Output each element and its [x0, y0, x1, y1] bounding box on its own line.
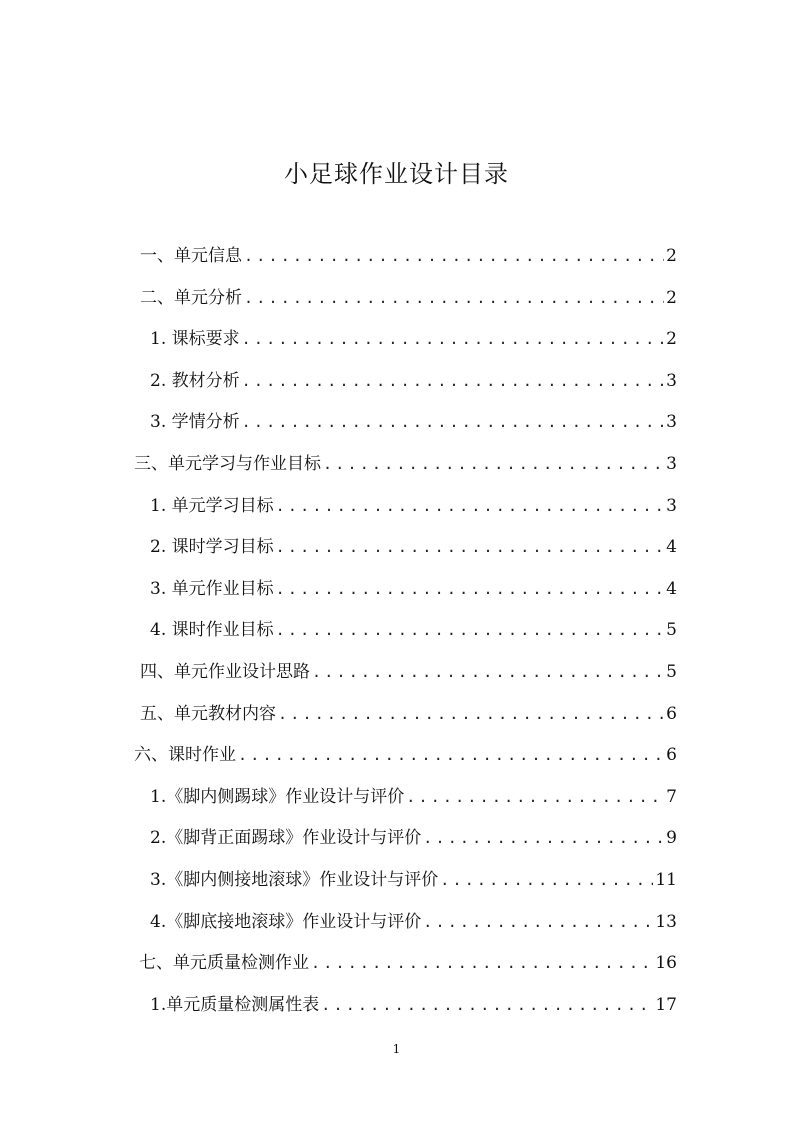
toc-entry-label: 1.《脚内侧踢球》作业设计与评价 [150, 786, 405, 807]
toc-entry[interactable] [140, 283, 677, 313]
toc-entry-page: 4 [666, 537, 677, 558]
toc-entry[interactable] [140, 657, 677, 687]
toc-entry-label: 3. 学情分析 [150, 412, 240, 433]
toc-leader-dots [276, 615, 665, 645]
toc-entry-page: 5 [666, 620, 677, 641]
toc-entry[interactable] [140, 241, 677, 271]
toc-leader-dots [321, 990, 653, 1020]
toc-entry-page: 7 [666, 786, 677, 807]
toc-entry[interactable] [150, 532, 677, 562]
toc-entry[interactable] [150, 990, 677, 1020]
toc-entry[interactable] [150, 491, 677, 521]
toc-leader-dots [278, 699, 664, 729]
toc-entry-label: 四、单元作业设计思路 [140, 662, 310, 682]
toc-entry-page: 2 [666, 329, 677, 350]
toc-entry-label: 1. 单元学习目标 [150, 495, 274, 516]
toc-entry-page: 9 [666, 828, 677, 849]
toc-entry-page: 5 [666, 662, 677, 682]
toc-leader-dots [242, 324, 665, 354]
toc-entry-page: 2 [666, 246, 677, 266]
toc-entry-page: 13 [655, 911, 677, 932]
toc-entry-page: 3 [666, 370, 677, 391]
toc-entry[interactable] [150, 782, 677, 812]
toc-leader-dots [244, 241, 664, 271]
toc-entry[interactable] [150, 615, 677, 645]
toc-leader-dots [242, 366, 665, 396]
toc-leader-dots [312, 657, 664, 687]
toc-entry[interactable] [139, 948, 677, 978]
toc-leader-dots [406, 782, 664, 812]
page-number: 1 [392, 1042, 401, 1056]
document-title: 小足球作业设计目录 [284, 160, 509, 189]
toc-leader-dots [238, 740, 664, 770]
toc-entry-label: 4.《脚底接地滚球》作业设计与评价 [150, 911, 422, 932]
toc-entry-label: 六、课时作业 [134, 745, 236, 766]
toc-entry-page: 2 [666, 287, 677, 308]
toc-entry[interactable] [150, 366, 677, 396]
toc-leader-dots [242, 407, 665, 437]
toc-leader-dots [244, 283, 664, 313]
toc-entry-label: 1.单元质量检测属性表 [150, 994, 320, 1015]
toc-leader-dots [423, 823, 664, 853]
toc-entry-label: 1. 课标要求 [150, 329, 240, 350]
toc-entry[interactable] [150, 324, 677, 354]
toc-entry-label: 3. 单元作业目标 [150, 578, 274, 599]
toc-entry-page: 17 [655, 994, 677, 1015]
toc-entry-page: 6 [666, 703, 677, 724]
toc-leader-dots [323, 449, 664, 479]
toc-entry-label: 七、单元质量检测作业 [139, 953, 309, 974]
toc-entry-label: 2. 课时学习目标 [150, 537, 274, 558]
toc-entry-label: 二、单元分析 [140, 287, 242, 308]
toc-entry-label: 一、单元信息 [140, 246, 242, 266]
toc-entry[interactable] [150, 407, 677, 437]
toc-entry-page: 3 [666, 454, 677, 474]
toc-entry-page: 3 [666, 495, 677, 516]
toc-entry[interactable] [150, 865, 677, 895]
toc-entry[interactable] [134, 449, 677, 479]
toc-entry-label: 2.《脚背正面踢球》作业设计与评价 [150, 828, 422, 849]
toc-leader-dots [276, 574, 665, 604]
toc-entry-label: 三、单元学习与作业目标 [134, 454, 321, 474]
toc-entry-page: 4 [666, 578, 677, 599]
toc-leader-dots [311, 948, 653, 978]
toc-entry-page: 16 [655, 953, 677, 974]
toc-leader-dots [276, 532, 665, 562]
toc-entry[interactable] [150, 823, 677, 853]
toc-leader-dots [276, 491, 665, 521]
toc-entry[interactable] [134, 740, 677, 770]
toc-entry-page: 11 [655, 870, 677, 890]
toc-entry[interactable] [150, 907, 677, 937]
toc-entry-label: 五、单元教材内容 [140, 703, 276, 724]
toc-entry-label: 2. 教材分析 [150, 370, 240, 391]
toc-entry[interactable] [140, 699, 677, 729]
toc-entry[interactable] [150, 574, 677, 604]
toc-leader-dots [423, 907, 653, 937]
toc-entry-page: 3 [666, 412, 677, 433]
toc-leader-dots [440, 865, 653, 895]
toc-entry-label: 4. 课时作业目标 [150, 620, 274, 641]
toc-entry-label: 3.《脚内侧接地滚球》作业设计与评价 [150, 870, 439, 890]
toc-entry-page: 6 [666, 745, 677, 766]
